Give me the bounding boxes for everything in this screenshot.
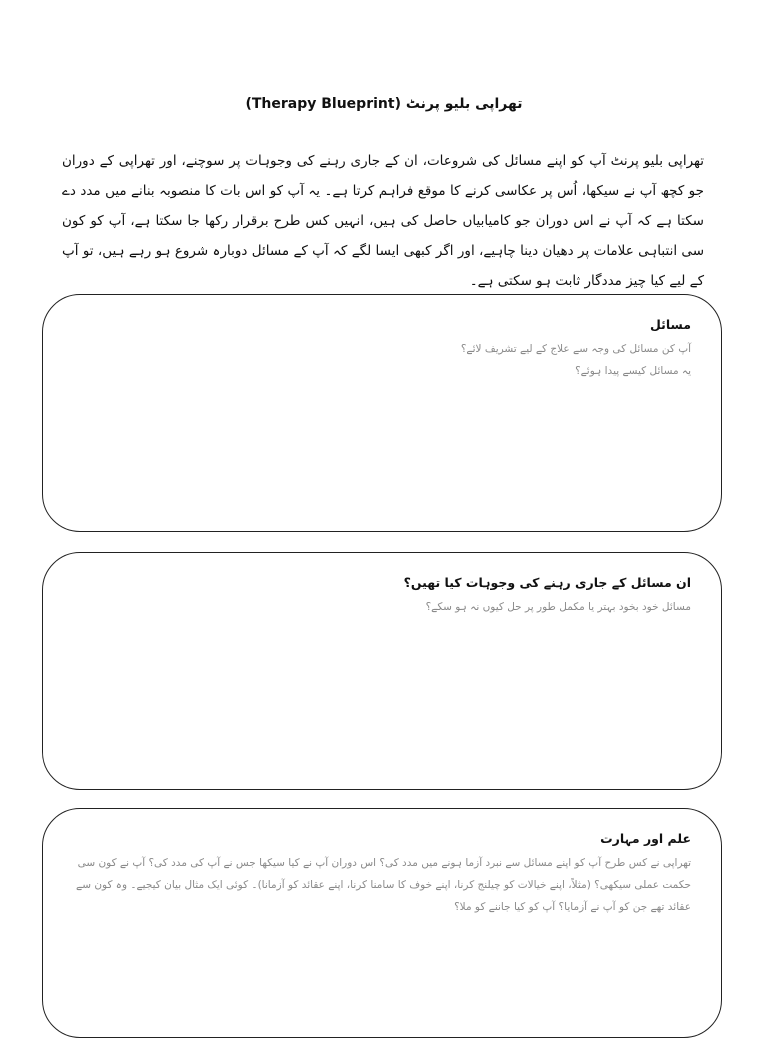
problems-prompt-2: یہ مسائل کیسے پیدا ہوئے؟ [575, 365, 691, 377]
knowledge-skills-heading: علم اور مہارت [600, 831, 691, 846]
intro-paragraph: تھراپی بلیو پرنٹ آپ کو اپنے مسائل کی شروعات، ان کے جاری رہنے کی وجوہات پر سوچنے، اور تھراپی کے دوران جو کچھ آپ نے سیکھا، اُس پر عکاسی کرنے کا موقع فراہم کرتا ہے۔ یہ آپ کو اس بات کا منصوبہ بنانے میں مدد دے سکتا ہے کہ آپ نے اس دوران جو کامیابیاں حاصل کی ہیں، انہیں کس طرح برقرار رکھا جا سکتا ہے، آپ کو کون سی انتباہی علامات پر دھیان دینا چاہیے، اور اگر کبھی ایسا لگے کہ آپ کے مسائل دوبارہ شروع ہو رہے ہیں، تو آپ کے لیے کیا چیز مددگار ثابت ہو سکتی ہے۔ [62, 153, 704, 289]
problems-content [66, 317, 691, 382]
knowledge-skills-box[interactable] [42, 808, 722, 1038]
problems-heading: مسائل [649, 317, 691, 332]
problems-box[interactable] [42, 294, 722, 532]
problems-prompt-1: آپ کن مسائل کی وجہ سے علاج کے لیے تشریف لائے؟ [460, 343, 691, 355]
maintenance-prompts [66, 596, 691, 618]
maintenance-content [66, 575, 691, 618]
maintenance-box[interactable] [42, 552, 722, 790]
problems-prompts [66, 338, 691, 382]
knowledge-skills-prompts [66, 852, 691, 918]
maintenance-prompt-1: مسائل خود بخود بہتر یا مکمل طور پر حل کیوں نہ ہو سکے؟ [425, 601, 691, 613]
knowledge-skills-prompt-1: تھراپی نے کس طرح آپ کو اپنے مسائل سے نبرد آزما ہونے میں مدد کی؟ اس دوران آپ نے کیا سیکھا جس نے آپ کی مدد کی؟ آپ نے کون سی حکمت عملی سیکھی؟ (مثلاً، اپنے خیالات کو چیلنج کرنا، اپنے خوف کا سامنا کرنا، اپنے عقائد کو آزمانا)۔ کوئی ایک مثال بیان کیجیے۔ وہ کون سے عقائد تھے جن کو آپ نے آزمایا؟ آپ کو کیا جاننے کو ملا؟ [76, 857, 691, 913]
knowledge-skills-content [66, 831, 691, 918]
maintenance-heading: ان مسائل کے جاری رہنے کی وجوہات کیا تھیں؟ [403, 575, 691, 590]
page-title: تھراپی بلیو پرنٹ (Therapy Blueprint) [245, 96, 523, 112]
